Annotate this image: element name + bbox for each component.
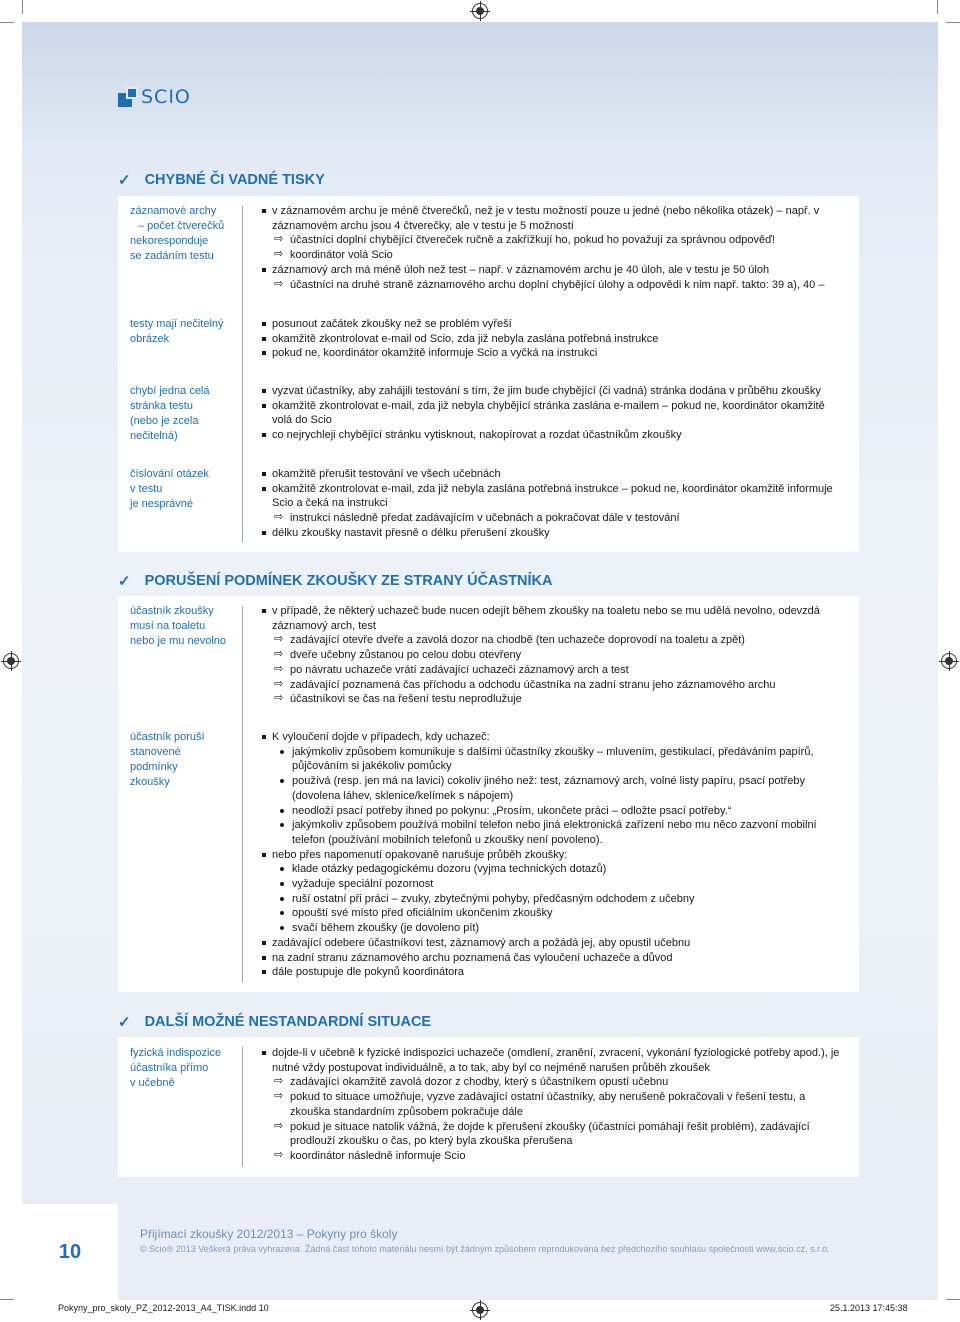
list-item: ⇨ instrukci následně předat zadávajícím v učebnách a pokračovat dále v testování (262, 511, 847, 526)
check-icon: ✓ (118, 172, 131, 189)
row-body (262, 1046, 847, 1164)
list-item: vyžaduje speciální pozornost (262, 877, 847, 892)
column-divider (242, 206, 243, 542)
list-item: okamžitě přerušit testování ve všech učebnách (262, 467, 847, 482)
scio-logo (118, 86, 191, 108)
row-body (262, 204, 847, 292)
column-divider (242, 606, 243, 982)
list-item: zadávající odebere účastníkovi test, záznamový arch a požádá jej, aby opustil učebnu (262, 936, 847, 951)
section-title-dalsi-situace: ✓ DALŠÍ MOŽNÉ NESTANDARDNÍ SITUACE (118, 1014, 432, 1031)
list-item: záznamový arch má méně úloh než test – např. v záznamovém archu je 40 úloh, ale v testu je 50 úloh (262, 263, 847, 278)
list-item: dojde-li v učebně k fyzické indispozici uchazeče (omdlení, zranění, zvracení, vykonání fyziologické potřeby apod.), je nutné vždy postupovat individuálně, a to tak, aby byl co nejméně narušen průběh zkoušek (262, 1046, 847, 1075)
crop-mark (0, 1299, 14, 1300)
row-label: fyzická indispozice účastníka přímo v učebně (130, 1047, 222, 1089)
list-item: okamžitě zkontrolovat e-mail, zda již nebyla zaslána potřebná instrukce – pokud ne, koordinátor okamžitě informuje Scio a čeká na instrukci (262, 482, 847, 511)
list-item: délku zkoušky nastavit přesně o délku přerušení zkoušky (262, 526, 847, 541)
list-item: klade otázky pedagogickému dozoru (vyjma technických dotazů) (262, 862, 847, 877)
registration-mark-icon (3, 653, 19, 669)
crop-mark (22, 0, 23, 14)
row-label: záznamové archy – počet čtverečků nekoresponduje se zadáním testu (130, 205, 225, 262)
row-body (262, 384, 847, 443)
registration-mark-icon (941, 653, 957, 669)
check-icon: ✓ (118, 1014, 131, 1031)
list-item: ⇨ pokud je situace natolik vážná, že dojde k přerušení zkoušky (účastníci pomáhají řešit problém), zadávající prodlouží zkoušku o čas, po který byla zkouška přerušena (262, 1120, 847, 1149)
footer-copyright: © Scio® 2013 Veškerá práva vyhrazena. Žádná část tohoto materiálu nesmí být žádným způsobem reprodukována bez předchozího souhlasu společnosti www.scio.cz, s.r.o. (140, 1244, 830, 1254)
list-item: co nejrychleji chybějící stránku vytisknout, nakopírovat a rozdat účastníkům zkoušky (262, 428, 847, 443)
list-item: svačí během zkoušky (je dovoleno pít) (262, 921, 847, 936)
list-item: ruší ostatní při práci – zvuky, zbytečnými pohyby, předčasným odchodem z učebny (262, 892, 847, 907)
page-number: 10 (22, 1204, 118, 1300)
list-item: opouští své místo před oficiálním ukončením zkoušky (262, 906, 847, 921)
list-item: ⇨ zadávající poznamená čas příchodu a odchodu účastníka na zadní stranu jeho záznamového archu (262, 678, 847, 693)
list-item: K vyloučení dojde v případech, kdy uchazeč: (262, 730, 847, 745)
list-item: používá (resp. jen má na lavici) cokoliv jiného než: test, záznamový arch, volné listy papíru, psací potřeby (dovolena láhev, sklenice/kelímek s nápojem) (262, 774, 847, 803)
section-title-poruseni-podminek: ✓ PORUŠENÍ PODMÍNEK ZKOUŠKY ZE STRANY ÚČASTNÍKA (118, 573, 553, 590)
list-item: ⇨ pokud to situace umožňuje, vyzve zadávající ostatní účastníky, aby nerušeně pokračovali v řešení testu, a zkouška standardním způsobem pokračuje dále (262, 1090, 847, 1119)
column-divider (242, 1047, 243, 1167)
print-file-info: Pokyny_pro_skoly_PZ_2012-2013_A4_TISK.indd 10 (58, 1303, 269, 1313)
print-date-info: 25.1.2013 17:45:38 (830, 1303, 908, 1313)
crop-mark (0, 22, 14, 23)
list-item: ⇨ dveře učebny zůstanou po celou dobu otevřeny (262, 648, 847, 663)
registration-mark-icon (472, 1302, 488, 1318)
list-item: ⇨ koordinátor volá Scio (262, 248, 847, 263)
row-label: číslování otázek v testu je nesprávné (130, 468, 209, 510)
list-item: okamžitě zkontrolovat e-mail, zda již nebyla chybějící stránka zaslána e-mailem – pokud ne, koordinátor okamžitě volá do Scio (262, 399, 847, 428)
list-item: ⇨ zadávající okamžitě zavolá dozor z chodby, který s účastníkem opustí učebnu (262, 1075, 847, 1090)
list-item: ⇨ účastníci na druhé straně záznamového archu doplní chybějící úlohy a odpovědi k nim např. takto: 39 a), 40 – (262, 278, 847, 293)
crop-mark (946, 1299, 960, 1300)
list-item: okamžitě zkontrolovat e-mail od Scio, zda již nebyla zaslána potřebná instrukce (262, 332, 847, 347)
row-body (262, 730, 847, 980)
row-body (262, 604, 847, 707)
section-title-chybne-tisky: ✓ CHYBNÉ ČI VADNÉ TISKY (118, 172, 325, 189)
list-item: ⇨ zadávající otevře dveře a zavolá dozor na chodbě (ten uchazeče doprovodí na toaletu a zpět) (262, 633, 847, 648)
row-body (262, 467, 847, 541)
list-item: pokud ne, koordinátor okamžitě informuje Scio a vyčká na instrukci (262, 346, 847, 361)
footer-title: Přijímací zkoušky 2012/2013 – Pokyny pro školy (140, 1227, 398, 1241)
list-item: vyzvat účastníky, aby zahájili testování s tím, že jim bude chybějící (či vadná) stránka dodána v průběhu zkoušky (262, 384, 847, 399)
row-label: testy mají nečitelný obrázek (130, 318, 224, 345)
check-icon: ✓ (118, 573, 131, 590)
list-item: v záznamovém archu je méně čtverečků, než je v testu možností pouze u jedné (nebo několika otázek) – např. v záznamovém archu jsou 4 čtverečky, ale v testu je 5 možností (262, 204, 847, 233)
scio-logo-icon (118, 87, 138, 107)
list-item: ⇨ po návratu uchazeče vrátí zadávající uchazeči záznamový arch a test (262, 663, 847, 678)
crop-mark (946, 22, 960, 23)
crop-mark (937, 0, 938, 14)
section-block (118, 196, 859, 552)
section-block (118, 596, 859, 992)
list-item: na zadní stranu záznamového archu poznamená čas vyloučení uchazeče a důvod (262, 951, 847, 966)
list-item: ⇨ účastníci doplní chybějící čtvereček ručně a zakřížkují ho, pokud ho považují za správnou odpověď! (262, 233, 847, 248)
list-item: ⇨ koordinátor následně informuje Scio (262, 1149, 847, 1164)
list-item: neodloží psací potřeby ihned po pokynu: „Prosím, ukončete práci – odložte psací potřeby.“ (262, 804, 847, 819)
row-label: účastník poruší stanovené podmínky zkoušky (130, 731, 205, 788)
list-item: jakýmkoliv způsobem používá mobilní telefon nebo jiná elektronická zařízení nebo mu něco zazvoní mobilní telefon (používání mobilních telefonů u zkoušky není povoleno). (262, 818, 847, 847)
row-body (262, 317, 847, 361)
list-item: v případě, že některý uchazeč bude nucen odejít během zkoušky na toaletu nebo se mu udělá nevolno, odevzdá záznamový arch, test (262, 604, 847, 633)
list-item: dále postupuje dle pokynů koordinátora (262, 965, 847, 980)
list-item: posunout začátek zkoušky než se problém vyřeší (262, 317, 847, 332)
registration-mark-icon (472, 3, 488, 19)
list-item: jakýmkoliv způsobem komunikuje s dalšími účastníky zkoušky – mluvením, gestikulací, předáváním papírů, půjčováním si jakékoliv pomůcky (262, 745, 847, 774)
section-block (118, 1037, 859, 1177)
row-label: chybí jedna celá stránka testu (nebo je zcela nečitelná) (130, 385, 210, 442)
list-item: ⇨ účastníkovi se čas na řešení testu neprodlužuje (262, 692, 847, 707)
list-item: nebo přes napomenutí opakovaně narušuje průběh zkoušky: (262, 848, 847, 863)
row-label: účastník zkoušky musí na toaletu nebo je mu nevolno (130, 605, 227, 647)
scio-logo-text: SCIO (141, 86, 191, 108)
